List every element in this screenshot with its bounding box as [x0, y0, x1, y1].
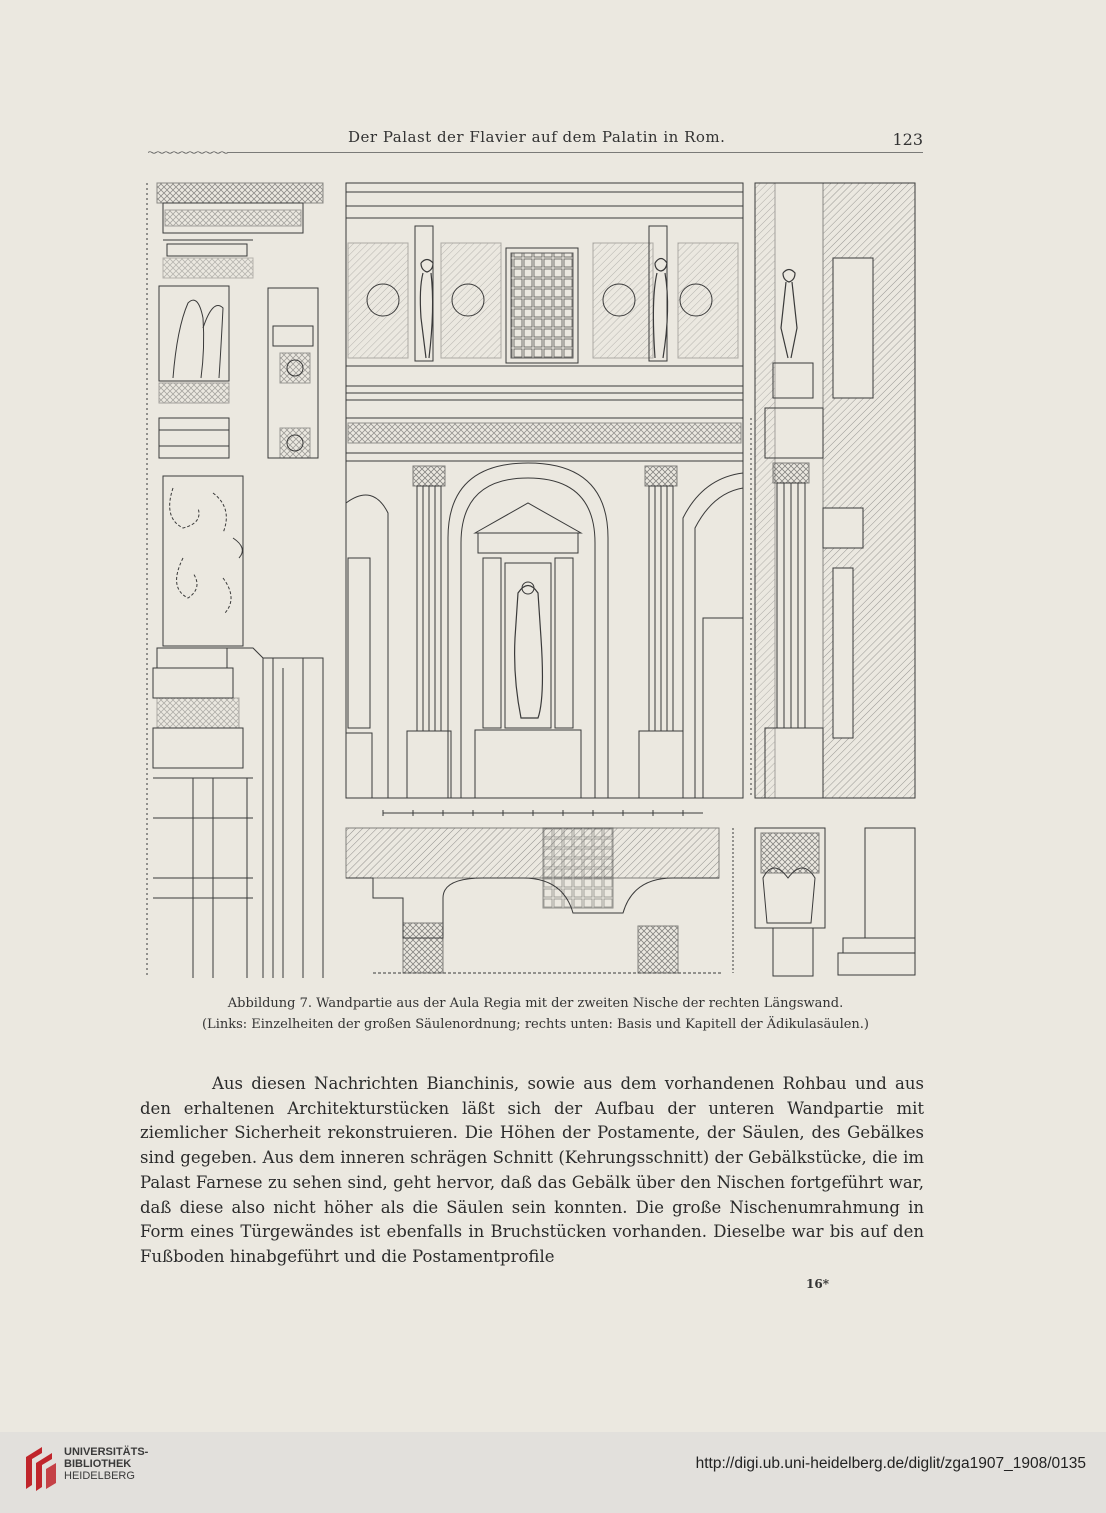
library-logo-icon — [20, 1443, 60, 1491]
body-text — [140, 1072, 924, 1270]
body-paragraph: Aus diesen Nachrichten Bianchinis, sowie aus dem vorhandenen Rohbau und aus den erhaltenen Architekturstücken läßt sich der Aufbau der unteren Wandpartie mit ziemlicher Sicherheit rekonstruieren. Die Höhen der Postamente, der Säulen, des Gebälkes sind gegeben. Aus dem inneren schrägen Schnitt (Kehrungsschnitt) der Gebälkstücke, die im Palast Farnese zu sehen sind, geht hervor, daß das Gebälk über den Nischen fortgeführt war, daß diese also nicht höher als die Säulen sein konnten. Die große Nischenumrahmung in Form eines Türgewändes ist ebenfalls in Bruchstücken vorhanden. Dieselbe war bis auf den Fußboden hinabgeführt und die Postamentprofile — [140, 1074, 924, 1266]
permalink-url[interactable]: http://digi.ub.uni-heidelberg.de/diglit/zga1907_1908/0135 — [695, 1455, 1086, 1472]
aedicula-base-capital — [755, 828, 915, 976]
library-line-1: UNIVERSITÄTS- — [64, 1446, 149, 1458]
caption-line-1: Abbildung 7. Wandpartie aus der Aula Regia mit der zweiten Nische der rechten Längswand. — [227, 996, 844, 1011]
library-name — [64, 1446, 148, 1482]
signature-mark: 16* — [806, 1277, 829, 1291]
running-title: Der Palast der Flavier auf dem Palatin in Rom. — [348, 128, 726, 146]
main-elevation — [346, 183, 743, 798]
architectural-drawing — [143, 178, 923, 978]
page-number: 123 — [892, 130, 923, 149]
figure-caption — [148, 993, 923, 1035]
library-line-2: BIBLIOTHEK — [64, 1458, 132, 1470]
footer-bar — [0, 1432, 1106, 1513]
scale-bar — [383, 810, 703, 816]
right-section — [751, 183, 915, 798]
library-line-3: HEIDELBERG — [64, 1470, 135, 1482]
left-column-details — [147, 183, 323, 978]
running-head — [148, 128, 923, 152]
floor-plan — [346, 828, 733, 973]
header-rule — [148, 151, 923, 154]
caption-line-2: (Links: Einzelheiten der großen Säulenordnung; rechts unten: Basis und Kapitell der Ädikulasäulen.) — [201, 1017, 870, 1032]
